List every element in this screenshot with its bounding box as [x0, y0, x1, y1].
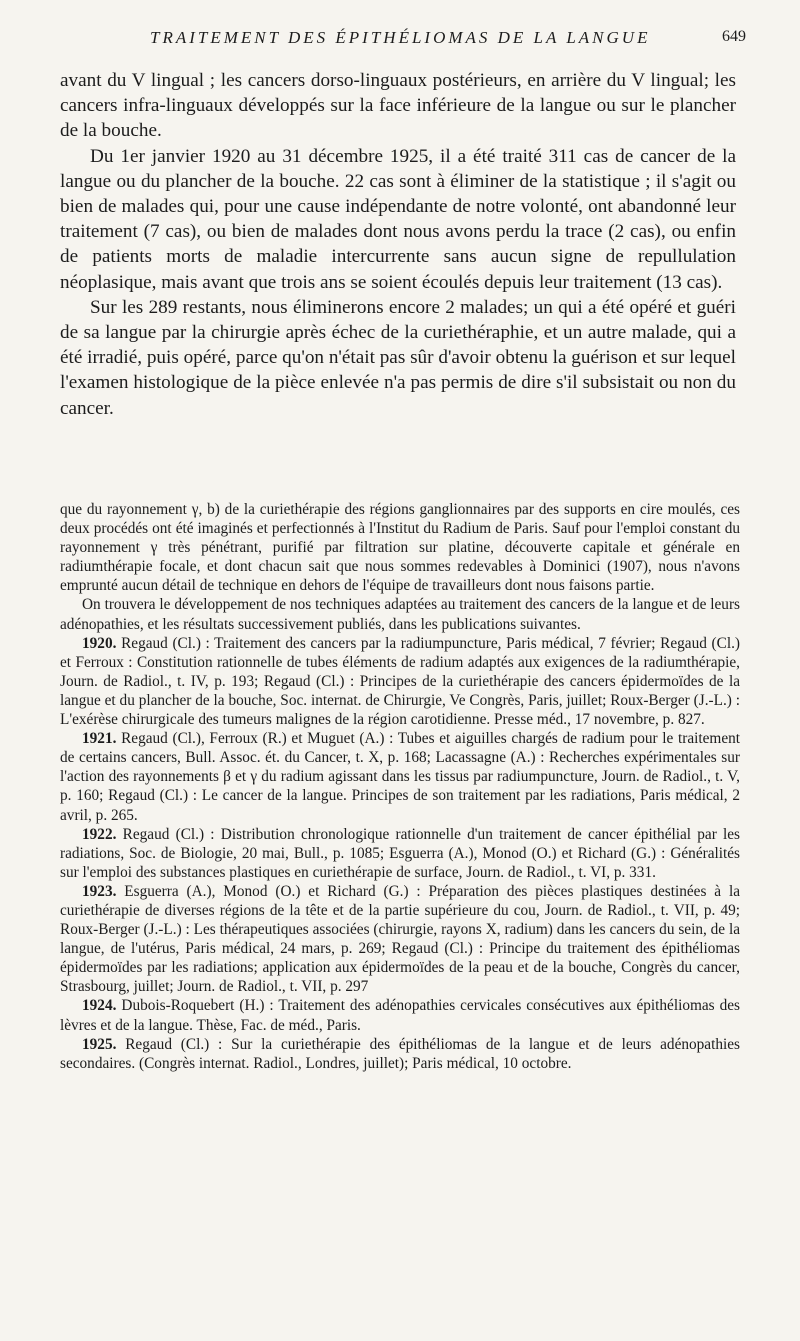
reference-text-1921: Regaud (Cl.), Ferroux (R.) et Muguet (A.) : Tubes et aiguilles chargés de radium pour le traitement de certains cancers, Bull. Assoc. ét. du Cancer, t. X, p. 168; Lacassagne (A.) : Recherches expérimentales sur l'action des rayonnements β et γ du radium agissant dans les tissus par radiumpuncture, Journ. de Radiol., t. V, p. 160; Regaud (Cl.) : Le cancer de la langue. Principes de son traitement par les radiations, Paris médical, 2 avril, p. 265. [60, 730, 741, 824]
year-1924: 1924. [82, 997, 117, 1015]
year-1921: 1921. [82, 730, 117, 748]
year-1923: 1923. [82, 882, 117, 900]
year-1925: 1925. [82, 1035, 117, 1053]
reference-1920 [60, 634, 740, 729]
year-1920: 1920. [82, 634, 117, 652]
main-paragraph-2: Du 1er janvier 1920 au 31 décembre 1925, il a été traité 311 cas de cancer de la langue ou du plancher de la bouche. 22 cas sont à éliminer de la statistique ; il s'agit ou bien de malades qui, pour une cause indépendante de notre volonté, ont abandonné leur traitement (7 cas), ou bien de malades dont nous avons perdu la trace (2 cas), ou enfin de patients morts de maladie intercurrente sans aucun signe de repullulation néoplasique, mais avant que trois ans se soient écoulés depuis leur traitement (13 cas). [60, 145, 736, 293]
reference-1921 [60, 729, 740, 824]
year-1922: 1922. [82, 825, 117, 843]
main-paragraph-1: avant du V lingual ; les cancers dorso-linguaux postérieurs, en arrière du V lingual; les cancers infra-linguaux développés sur la face inférieure de la langue ou sur le plancher de la bouche. [60, 70, 736, 142]
reference-text-1925: Regaud (Cl.) : Sur la curiethérapie des épithéliomas de la langue et de leurs adénopathies secondaires. (Congrès internat. Radiol., Londres, juillet); Paris médical, 10 octobre. [60, 1035, 740, 1072]
reference-text-1924: Dubois-Roquebert (H.) : Traitement des adénopathies cervicales consécutives aux épithéliomas des lèvres et de la langue. Thèse, Fac. de méd., Paris. [60, 997, 740, 1034]
footnotes [60, 500, 740, 1073]
reference-1922 [60, 825, 740, 882]
page-number: 649 [722, 28, 746, 45]
reference-1925 [60, 1035, 740, 1073]
reference-text-1922: Regaud (Cl.) : Distribution chronologique rationnelle d'un traitement de cancer épithélial par les radiations, Soc. de Biologie, 20 mai, Bull., p. 1085; Esguerra (A.), Monod (O.) et Richard (G.) : Généralités sur l'emploi des substances plastiques en curiethérapie de surface, Journ. de Radiol., t. VI, p. 331. [60, 825, 741, 881]
footnote-continuation: que du rayonnement γ, b) de la curiethérapie des régions ganglionnaires par des supports en cire moulés, ces deux procédés ont été imaginés et perfectionnés à l'Institut du Radium de Paris. Sauf pour l'emploi constant du rayonnement γ très pénétrant, purifié par filtration sur platine, découverte capitale et générale en radiumthérapie focale, et dont chacun sait que nous sommes redevables à Dominici (1907), nous n'avons emprunté aucun détail de technique en dehors de l'équipe de travailleurs dont nous faisons partie. [60, 501, 740, 595]
reference-text-1920: Regaud (Cl.) : Traitement des cancers par la radiumpuncture, Paris médical, 7 février; Regaud (Cl.) et Ferroux : Constitution rationnelle de tubes éléments de radium adaptés aux exigences de la radiumthérapie, Journ. de Radiol., t. IV, p. 193; Regaud (Cl.) : Principes de la curiethérapie des cancers épidermoïdes de la langue et du plancher de la bouche, Soc. internat. de Chirurgie, Ve Congrès, Paris, juillet; Roux-Berger (J.-L.) : L'exérèse chirurgicale des tumeurs malignes de la région carotidienne. Presse méd., 17 novembre, p. 827. [60, 634, 740, 729]
running-title: TRAITEMENT DES ÉPITHÉLIOMAS DE LA LANGUE [150, 28, 651, 47]
main-paragraph-3: Sur les 289 restants, nous éliminerons encore 2 malades; un qui a été opéré et guéri de sa langue par la chirurgie après échec de la curiethéraphie, et un autre malade, qui a été irradié, puis opéré, parce qu'on n'était pas sûr d'avoir obtenu la guérison et sur lequel l'examen histologique de la pièce enlevée n'a pas permis de dire s'il subsistait ou non du cancer. [60, 296, 736, 419]
running-header [60, 20, 746, 50]
reference-text-1923: Esguerra (A.), Monod (O.) et Richard (G.) : Préparation des pièces plastiques destinées à la curiethérapie de diverses régions de la tête et de la partie supérieure du cou, Journ. de Radiol., t. VII, p. 49; Roux-Berger (J.-L.) : Les thérapeutiques associées (chirurgie, rayons X, radium) dans les cancers du sein, de la langue, de l'utérus, Paris médical, 24 mars, p. 269; Regaud (Cl.) : Principe du traitement des épithéliomas épidermoïdes par les radiations; application aux épidermoïdes de la peau et de la bouche, Congrès du cancer, Strasbourg, juillet; Journ. de Radiol., t. VII, p. 297 [60, 882, 740, 996]
footnote-intro: On trouvera le développement de nos techniques adaptées au traitement des cancers de la langue et de leurs adénopathies, et les résultats successivement publiés, dans les publications suivantes. [60, 596, 740, 633]
reference-1923 [60, 882, 740, 997]
reference-1924 [60, 996, 740, 1034]
main-text [60, 68, 736, 421]
